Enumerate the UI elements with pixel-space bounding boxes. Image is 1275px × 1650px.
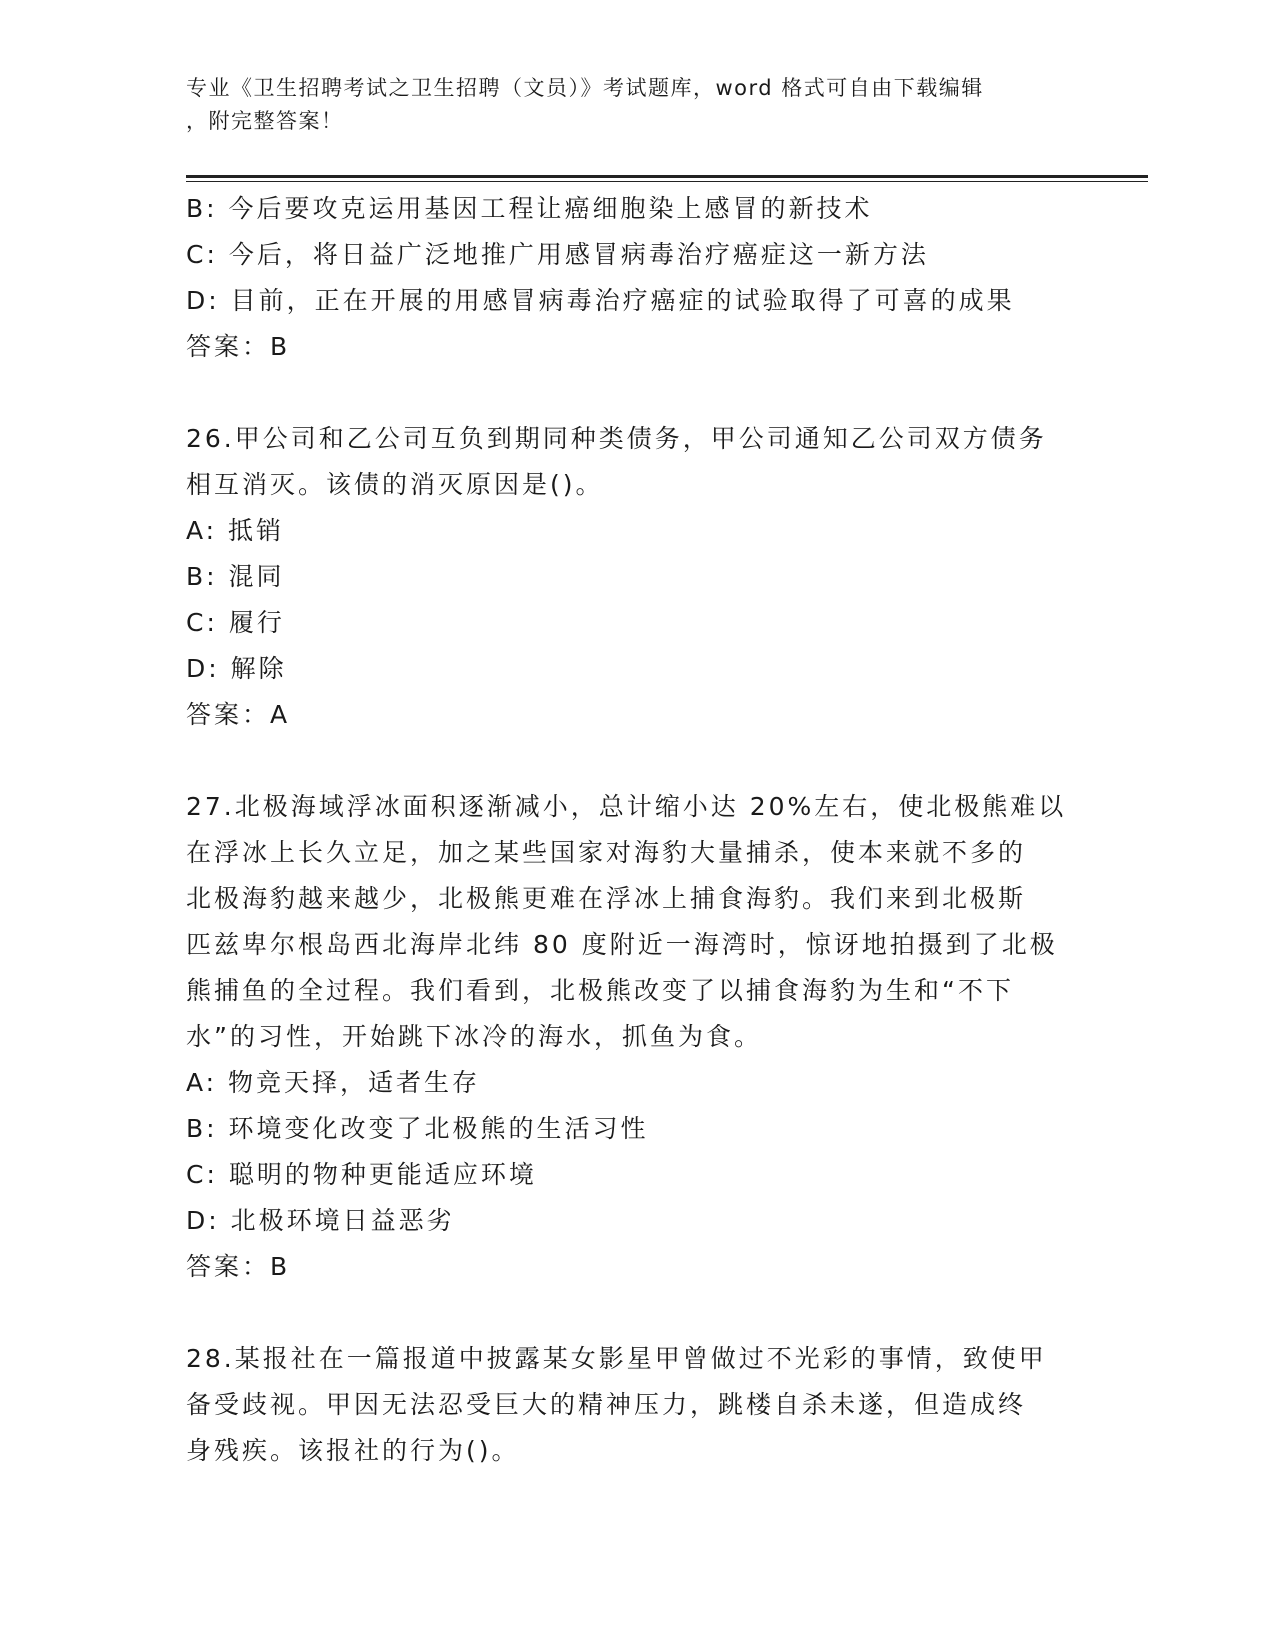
- question-26: [186, 416, 1086, 738]
- question-stem: 相互消灭。该债的消灭原因是()。: [186, 470, 604, 499]
- question-list: [186, 186, 1086, 1474]
- header-line-2: ，附完整答案！: [186, 109, 344, 133]
- question-stem: 熊捕鱼的全过程。我们看到，北极熊改变了以捕食海豹为生和“不下: [186, 976, 1014, 1005]
- question-stem: 在浮冰上长久立足，加之某些国家对海豹大量捕杀，使本来就不多的: [186, 838, 1027, 867]
- question-stem: 水”的习性，开始跳下冰冷的海水，抓鱼为食。: [186, 1022, 762, 1051]
- spacer: [186, 370, 1086, 416]
- question-stem: 28.某报社在一篇报道中披露某女影星甲曾做过不光彩的事情，致使甲: [186, 1344, 1047, 1373]
- question-stem: 备受歧视。甲因无法忍受巨大的精神压力，跳楼自杀未遂，但造成终: [186, 1390, 1027, 1419]
- document-header: [186, 72, 1066, 138]
- option-b: B: 混同: [186, 562, 285, 591]
- question-stem: 北极海豹越来越少，北极熊更难在浮冰上捕食海豹。我们来到北极斯: [186, 884, 1027, 913]
- question-stem: 27.北极海域浮冰面积逐渐减小，总计缩小达 20%左右，使北极熊难以: [186, 792, 1067, 821]
- question-stem: 26.甲公司和乙公司互负到期同种类债务，甲公司通知乙公司双方债务: [186, 424, 1047, 453]
- header-divider-thick: [186, 175, 1148, 178]
- answer: 答案：B: [186, 1252, 291, 1281]
- option-c: C: 聪明的物种更能适应环境: [186, 1160, 537, 1189]
- answer: 答案：B: [186, 332, 291, 361]
- answer: 答案：A: [186, 700, 291, 729]
- option-a: A: 物竞天择，适者生存: [186, 1068, 481, 1097]
- header-divider-thin: [186, 181, 1148, 182]
- question-28: [186, 1336, 1086, 1474]
- option-d: D: 目前，正在开展的用感冒病毒治疗癌症的试验取得了可喜的成果: [186, 286, 1015, 315]
- question-27: [186, 784, 1086, 1290]
- option-d: D: 解除: [186, 654, 287, 683]
- question-25: [186, 186, 1086, 370]
- spacer: [186, 738, 1086, 784]
- header-line-1: 专业《卫生招聘考试之卫生招聘（文员）》考试题库，word 格式可自由下载编辑: [186, 76, 984, 100]
- option-b: B: 环境变化改变了北极熊的生活习性: [186, 1114, 649, 1143]
- option-c: C: 今后，将日益广泛地推广用感冒病毒治疗癌症这一新方法: [186, 240, 929, 269]
- option-d: D: 北极环境日益恶劣: [186, 1206, 455, 1235]
- question-stem: 身残疾。该报社的行为()。: [186, 1436, 520, 1465]
- spacer: [186, 1290, 1086, 1336]
- option-c: C: 履行: [186, 608, 285, 637]
- option-b: B: 今后要攻克运用基因工程让癌细胞染上感冒的新技术: [186, 194, 873, 223]
- option-a: A: 抵销: [186, 516, 285, 545]
- question-stem: 匹兹卑尔根岛西北海岸北纬 80 度附近一海湾时，惊讶地拍摄到了北极: [186, 930, 1058, 959]
